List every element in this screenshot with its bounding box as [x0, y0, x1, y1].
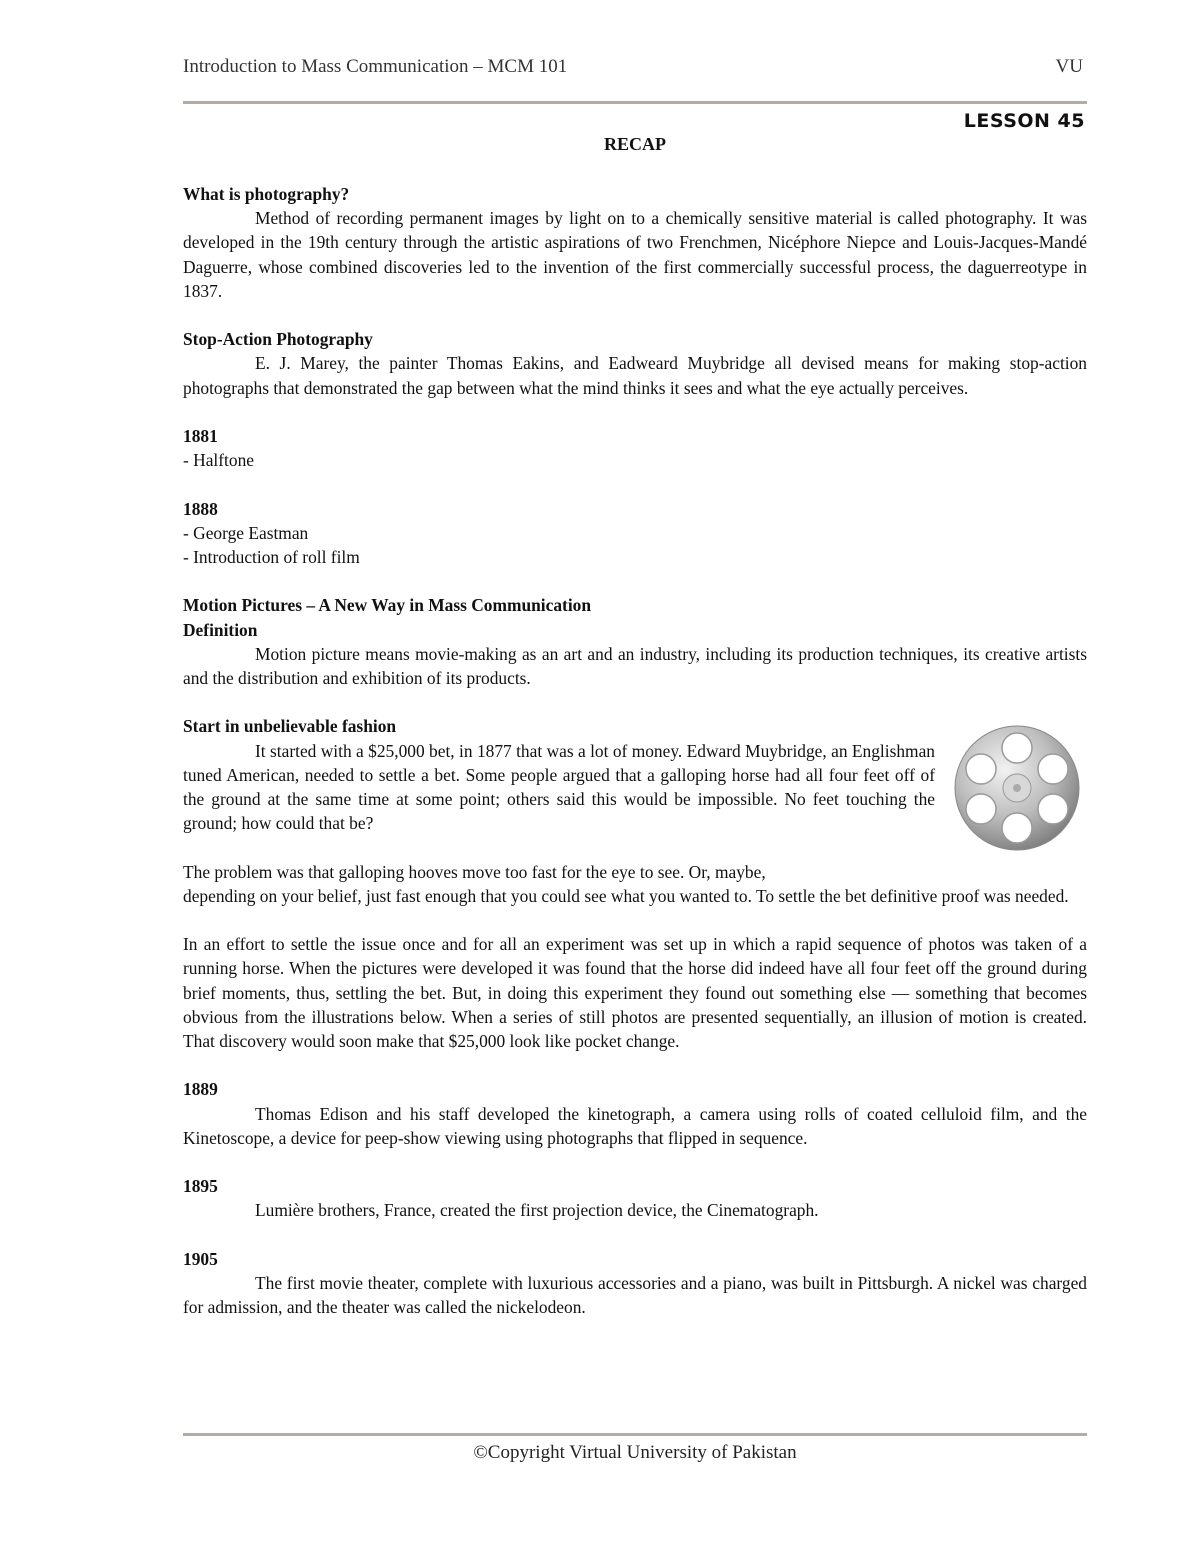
- header-divider: [183, 101, 1087, 104]
- year-heading-1889: 1889: [183, 1079, 218, 1100]
- paragraph-1895: Lumière brothers, France, created the first projection device, the Cinematograph.: [255, 1200, 819, 1221]
- paragraph-1905: The first movie theater, complete with luxurious accessories and a piano, was built in Pittsburgh. A nickel was charged for admission, and the theater was called the nickelodeon.: [183, 1272, 1087, 1318]
- page-title: RECAP: [604, 134, 666, 154]
- list-item-halftone: - Halftone: [183, 450, 254, 471]
- paragraph-stop-action: E. J. Marey, the painter Thomas Eakins, and Eadweard Muybridge all devised means for making stop-action photographs that demonstrated the gap between what the mind thinks it sees and what the eye actually perceives.: [183, 353, 1087, 398]
- year-heading-1905: 1905: [183, 1248, 218, 1269]
- year-heading-1888: 1888: [183, 498, 218, 519]
- film-reel-icon: [953, 724, 1081, 852]
- list-item-roll-film: - Introduction of roll film: [183, 547, 360, 567]
- section-heading-stop-action: Stop-Action Photography: [183, 329, 373, 350]
- section-heading-start: Start in unbelievable fashion: [183, 716, 397, 737]
- paragraph-definition: Motion picture means movie-making as an art and an industry, including its production techniques, its creative artists and the distribution and exhibition of its products.: [183, 643, 1087, 688]
- paragraph-problem-line2: depending on your belief, just fast enough that you could see what you wanted to. To settle the bet definitive proof was needed.: [183, 885, 1069, 906]
- paragraph-experiment: In an effort to settle the issue once and for all an experiment was set up in which a rapid sequence of photos was taken of a running horse. When the pictures were developed it was found that the horse did indeed have all four feet off the ground during brief moments, thus, settling the bet. But, in doing this experiment they found out something else — something that becomes obvious from the illustrations below. When a series of still photos are presented sequentially, an illusion of motion is created. That discovery would soon make that $25,000 look like pocket change.: [183, 934, 1087, 1051]
- list-item-george-eastman: - George Eastman: [183, 522, 309, 543]
- paragraph-1889: Thomas Edison and his staff developed the kinetograph, a camera using rolls of coated celluloid film, and the Kinetoscope, a device for peep-show viewing using photographs that flipped in sequence.: [183, 1103, 1087, 1148]
- paragraph-photography: Method of recording permanent images by light on to a chemically sensitive material is called photography. It was developed in the 19th century through the artistic aspirations of two Frenchmen, Nicéphore Niepce and Louis-Jacques-Mandé Daguerre, whose combined discoveries led to the invention of the first commercially successful process, the daguerreotype in 1837.: [183, 208, 1087, 301]
- section-heading-definition: Definition: [183, 619, 258, 640]
- section-heading-photography: What is photography?: [183, 184, 350, 204]
- year-heading-1895: 1895: [183, 1176, 218, 1197]
- start-section: [183, 714, 1087, 883]
- copyright-footer: ©Copyright Virtual University of Pakistan: [473, 1442, 797, 1463]
- paragraph-start: It started with a $25,000 bet, in 1877 that was a lot of money. Edward Muybridge, an Englishman tuned American, needed to settle a bet. Some people argued that a galloping horse had all four feet off of the ground at the same time at some point; others said this would be impossible. No feet touching the ground; how could that be?: [183, 740, 935, 834]
- document-body: [183, 182, 1087, 1319]
- section-heading-motion-pictures: Motion Pictures – A New Way in Mass Communication: [183, 595, 592, 616]
- lesson-label: LESSON 45: [963, 110, 1085, 132]
- course-title: Introduction to Mass Communication – MCM 101: [183, 56, 568, 77]
- institution-abbr: VU: [1055, 56, 1083, 77]
- footer-divider: [183, 1433, 1087, 1436]
- paragraph-problem-line1: The problem was that galloping hooves move too fast for the eye to see. Or, maybe,: [183, 861, 766, 882]
- page-header: [183, 56, 1087, 86]
- year-heading-1881: 1881: [183, 426, 218, 446]
